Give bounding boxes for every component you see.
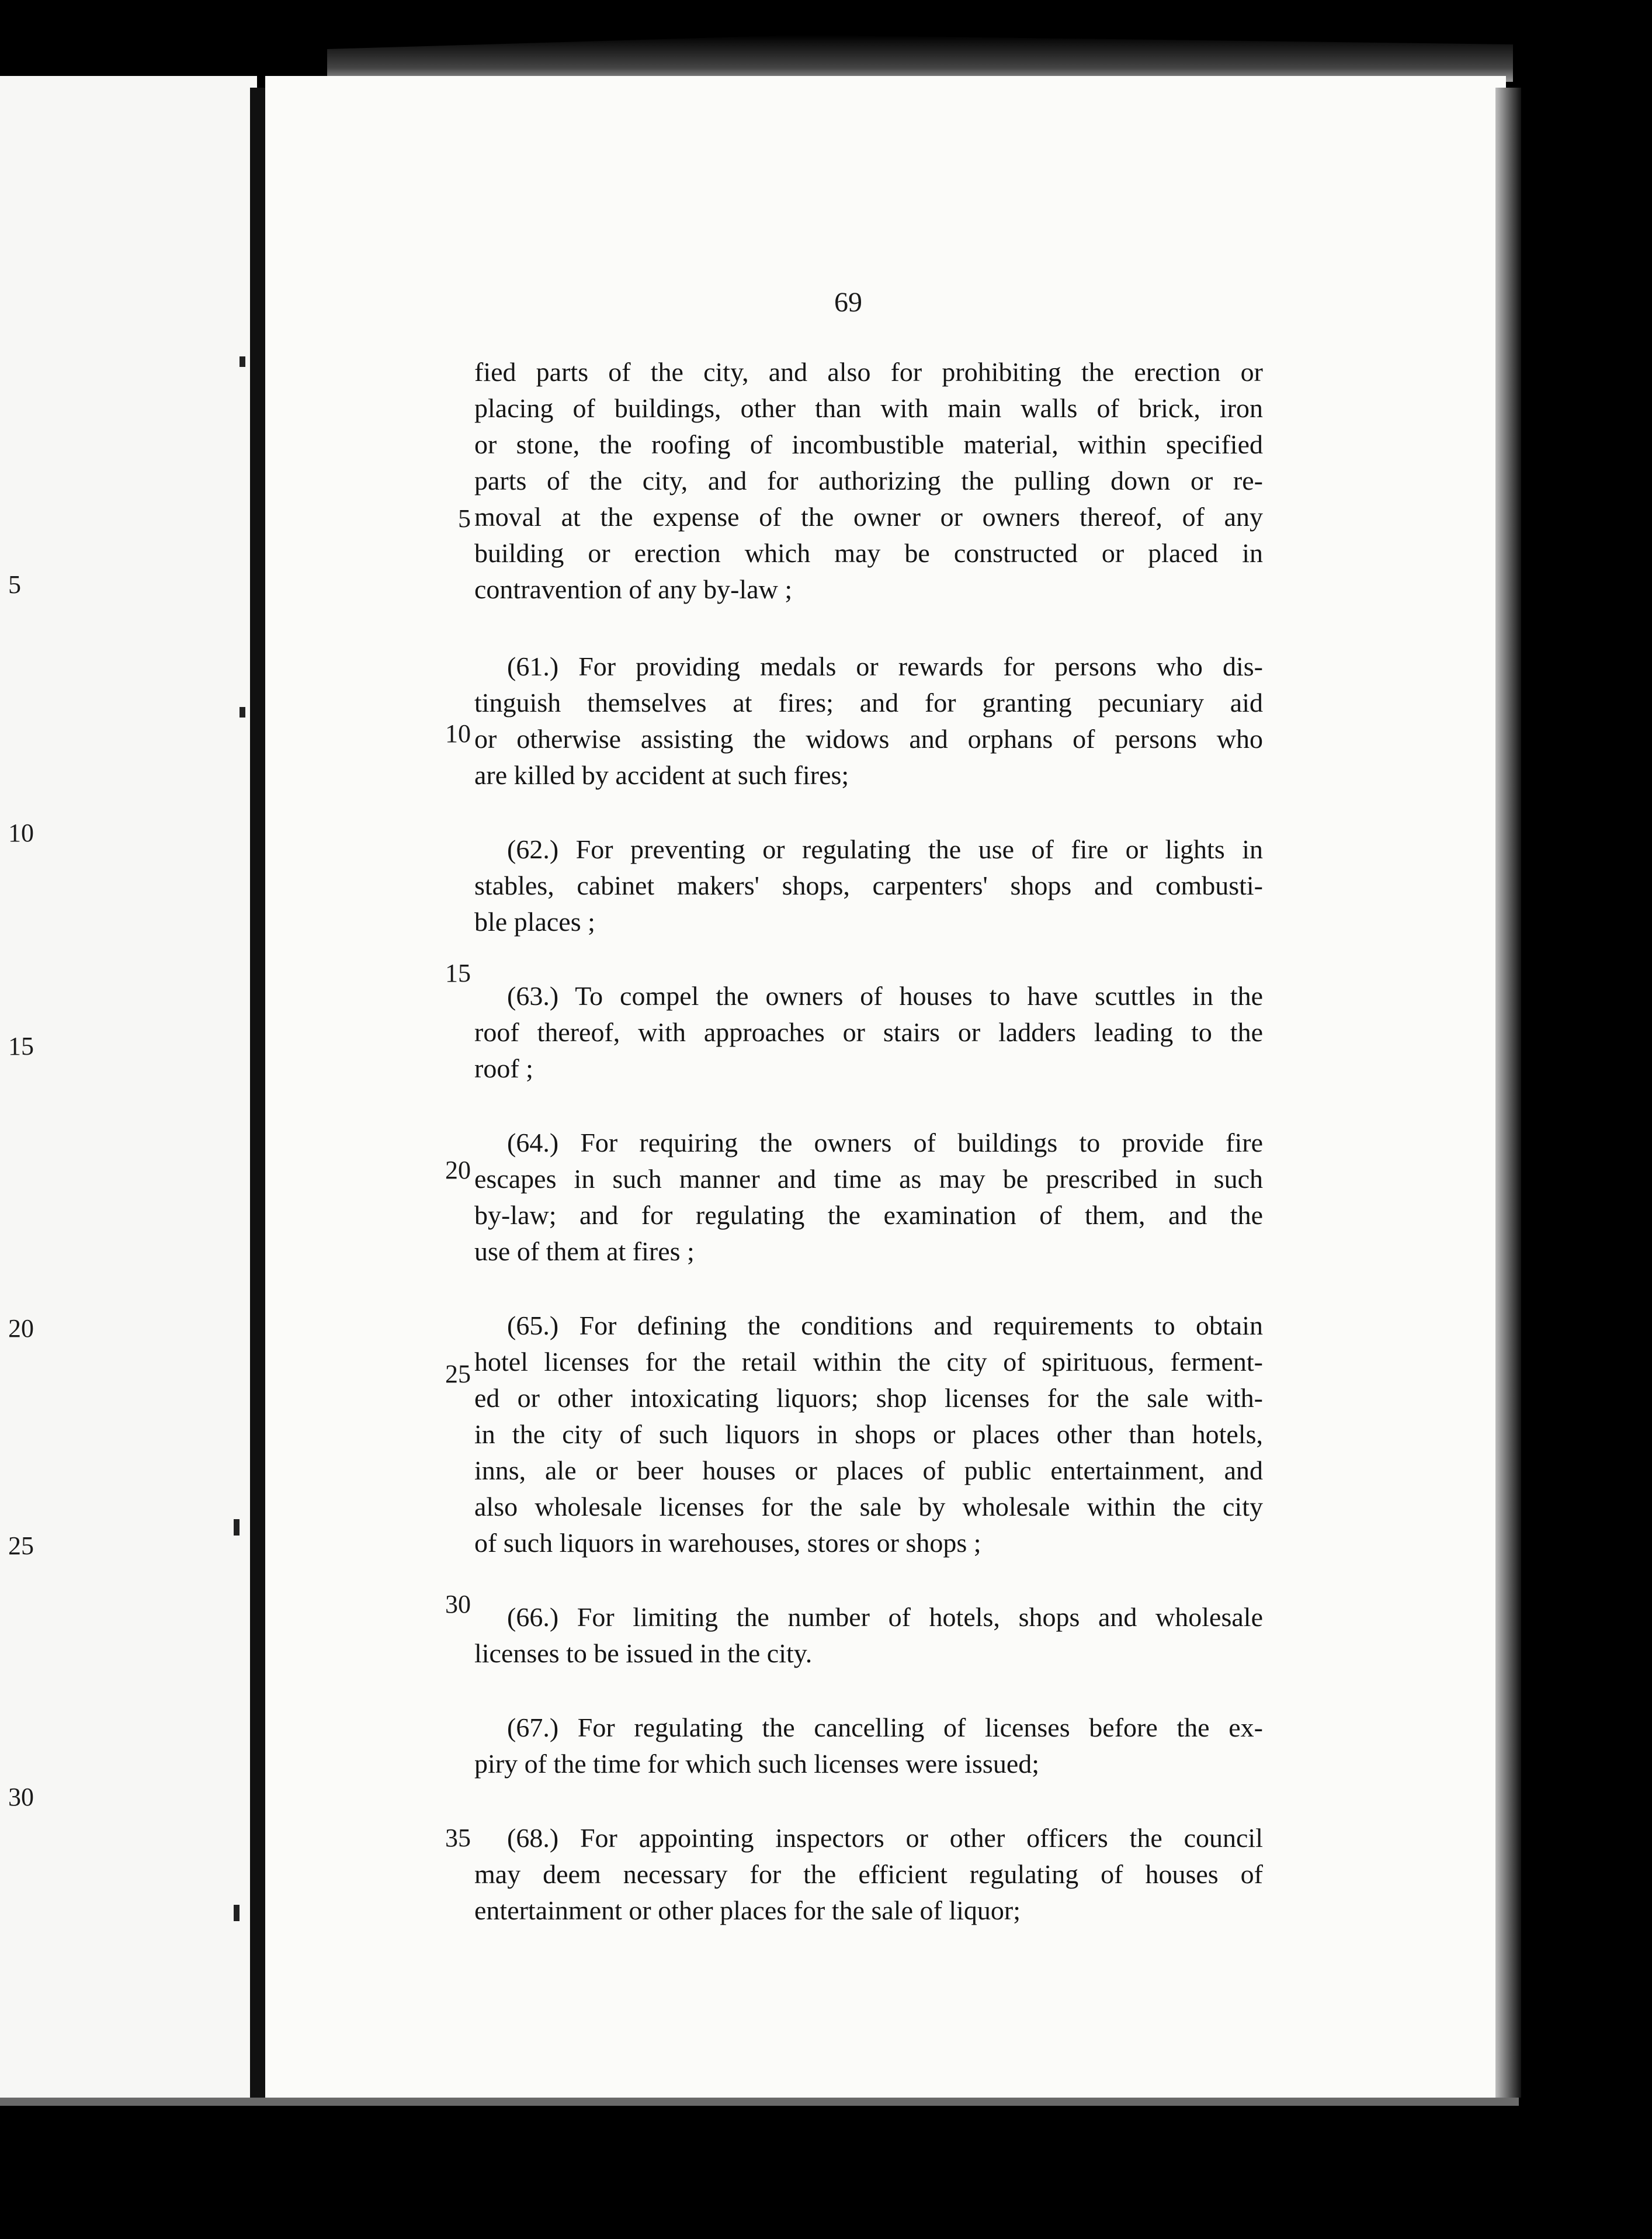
text-line: ed or other intoxicating liquors; shop licenses for the sale with-	[474, 1383, 1263, 1413]
text-line: or stone, the roofing of incombustible material, within specified	[474, 429, 1263, 459]
paragraph-63	[474, 978, 1263, 1087]
text-line: tinguish themselves at fires; and for granting pecuniary aid	[474, 688, 1263, 718]
text-line: also wholesale licenses for the sale by wholesale within the city	[474, 1492, 1263, 1521]
line-number: 15	[445, 959, 471, 987]
left-page-edge	[0, 76, 257, 2103]
text-line: (66.) For limiting the number of hotels, shops and wholesale	[507, 1602, 1263, 1632]
gutter-mark	[234, 1905, 240, 1921]
text-line: stables, cabinet makers' shops, carpenters' shops and combusti-	[474, 871, 1263, 900]
text-line: use of them at fires ;	[474, 1236, 695, 1266]
paragraph-68	[474, 1820, 1263, 1929]
paragraph-65	[474, 1308, 1263, 1561]
left-margin-number: 30	[8, 1783, 34, 1811]
left-margin-number: 10	[8, 819, 34, 847]
gutter-mark	[240, 707, 245, 718]
text-line: (61.) For providing medals or rewards for persons who dis-	[507, 651, 1263, 681]
paragraph	[474, 354, 1263, 608]
line-number: 20	[445, 1156, 471, 1184]
text-line: moval at the expense of the owner or owners thereof, of any	[474, 502, 1263, 532]
text-line: may deem necessary for the efficient regulating of houses of	[474, 1859, 1263, 1889]
book-bottom-edge	[0, 2098, 1519, 2106]
gutter-mark	[240, 356, 245, 367]
line-number: 25	[445, 1360, 471, 1388]
text-line: building or erection which may be constructed or placed in	[474, 538, 1263, 568]
text-line: roof thereof, with approaches or stairs or ladders leading to the	[474, 1017, 1263, 1047]
text-line: roof ;	[474, 1053, 533, 1083]
page-number: 69	[834, 287, 862, 318]
text-line: of such liquors in warehouses, stores or shops ;	[474, 1528, 981, 1558]
page-edge-shadow	[1495, 88, 1521, 2098]
line-number: 35	[445, 1824, 471, 1852]
text-line: escapes in such manner and time as may be prescribed in such	[474, 1164, 1263, 1194]
book-top-edge	[327, 35, 1513, 82]
left-margin-number: 25	[8, 1531, 34, 1560]
body-text	[474, 354, 1263, 1967]
text-line: (67.) For regulating the cancelling of licenses before the ex-	[507, 1713, 1263, 1742]
line-number: 10	[445, 719, 471, 748]
left-margin-number: 20	[8, 1314, 34, 1343]
text-line: fied parts of the city, and also for prohibiting the erection or	[474, 357, 1263, 387]
text-line: (68.) For appointing inspectors or other officers the council	[507, 1823, 1263, 1853]
text-line: licenses to be issued in the city.	[474, 1638, 813, 1668]
text-line: inns, ale or beer houses or places of public entertainment, and	[474, 1455, 1263, 1485]
left-margin-number: 5	[8, 570, 21, 599]
text-line: in the city of such liquors in shops or places other than hotels,	[474, 1419, 1263, 1449]
text-line: (64.) For requiring the owners of buildings to provide fire	[507, 1128, 1263, 1157]
text-line: contravention of any by-law ;	[474, 574, 793, 604]
text-line: hotel licenses for the retail within the city of spirituous, ferment-	[474, 1347, 1263, 1377]
gutter-mark	[234, 1519, 240, 1536]
paragraph-62	[474, 831, 1263, 940]
text-line: piry of the time for which such licenses were issued;	[474, 1749, 1040, 1779]
text-line: (62.) For preventing or regulating the use of fire or lights in	[507, 834, 1263, 864]
text-line: (65.) For defining the conditions and requirements to obtain	[507, 1311, 1263, 1340]
paragraph-66	[474, 1599, 1263, 1672]
text-line: (63.) To compel the owners of houses to have scuttles in the	[507, 981, 1263, 1011]
text-line: entertainment or other places for the sale of liquor;	[474, 1895, 1021, 1925]
text-line: by-law; and for regulating the examination of them, and the	[474, 1200, 1263, 1230]
paragraph-64	[474, 1125, 1263, 1270]
book-gutter	[250, 88, 265, 2098]
text-line: are killed by accident at such fires;	[474, 760, 849, 790]
text-line: ble places ;	[474, 907, 595, 937]
text-line: parts of the city, and for authorizing the pulling down or re-	[474, 466, 1263, 495]
paragraph-67	[474, 1710, 1263, 1782]
text-line: or otherwise assisting the widows and orphans of persons who	[474, 724, 1263, 754]
line-number: 5	[458, 504, 471, 533]
paragraph-61	[474, 649, 1263, 793]
text-line: placing of buildings, other than with main walls of brick, iron	[474, 393, 1263, 423]
line-number: 30	[445, 1590, 471, 1618]
left-margin-number: 15	[8, 1032, 34, 1060]
